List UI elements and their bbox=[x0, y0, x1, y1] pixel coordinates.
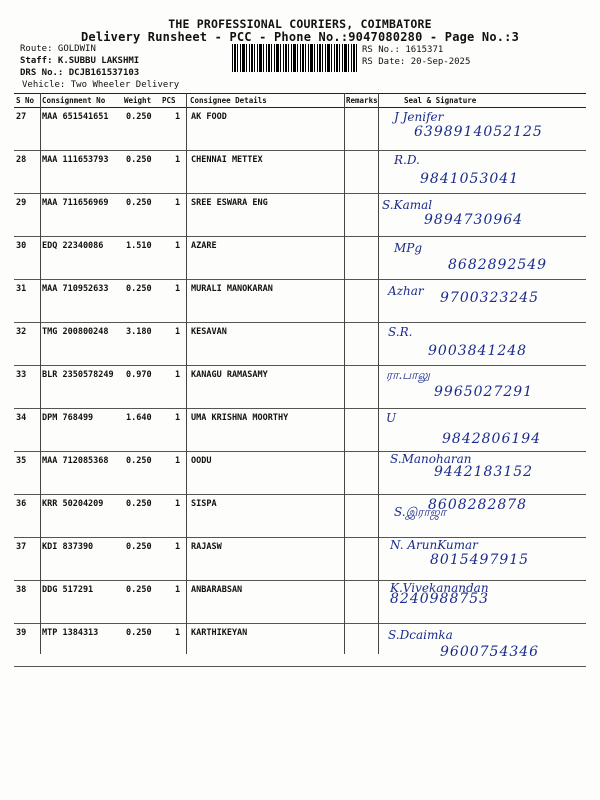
consignee-name: AK FOOD bbox=[191, 112, 227, 122]
pcs-value: 1 bbox=[175, 112, 181, 122]
consignee-name: SREE ESWARA ENG bbox=[191, 198, 268, 208]
pcs-value: 1 bbox=[175, 370, 181, 380]
serial-number: 33 bbox=[16, 370, 27, 380]
signature-phone: 9600754346 bbox=[440, 644, 540, 660]
table-row bbox=[14, 538, 586, 581]
serial-number: 34 bbox=[16, 413, 27, 423]
serial-number: 30 bbox=[16, 241, 27, 251]
table-row bbox=[14, 366, 586, 409]
col-remarks: Remarks bbox=[346, 96, 378, 105]
col-pcs: PCS bbox=[162, 96, 176, 105]
col-consignment: Consignment No bbox=[42, 96, 106, 105]
signature-name: R.D. bbox=[394, 153, 420, 167]
table-row bbox=[14, 280, 586, 323]
rs-number: RS No.: 1615371 bbox=[362, 45, 444, 55]
pcs-value: 1 bbox=[175, 413, 181, 423]
signature-name: K.Vivekanandan bbox=[390, 581, 489, 595]
pcs-value: 1 bbox=[175, 327, 181, 337]
serial-number: 37 bbox=[16, 542, 27, 552]
handwritten-signature bbox=[374, 237, 586, 279]
consignee-name: OODU bbox=[191, 456, 212, 466]
staff-label: Staff: K.SUBBU LAKSHMI bbox=[20, 56, 140, 66]
weight-value: 0.250 bbox=[126, 585, 152, 595]
handwritten-signature bbox=[374, 409, 586, 451]
handwritten-signature bbox=[374, 495, 586, 537]
handwritten-signature bbox=[374, 151, 586, 193]
consignment-number: MAA 710952633 bbox=[42, 284, 109, 294]
weight-value: 0.250 bbox=[126, 499, 152, 509]
table-row bbox=[14, 624, 586, 667]
consignee-name: KARTHIKEYAN bbox=[191, 628, 248, 638]
table-row bbox=[14, 495, 586, 538]
signature-name: S.இராஜா bbox=[394, 505, 447, 519]
barcode-image bbox=[232, 44, 358, 72]
serial-number: 38 bbox=[16, 585, 27, 595]
consignee-name: CHENNAI METTEX bbox=[191, 155, 263, 165]
weight-value: 0.250 bbox=[126, 542, 152, 552]
pcs-value: 1 bbox=[175, 456, 181, 466]
weight-value: 0.250 bbox=[126, 628, 152, 638]
consignment-number: MAA 712085368 bbox=[42, 456, 109, 466]
signature-phone: 9442183152 bbox=[434, 464, 534, 480]
consignee-name: KESAVAN bbox=[191, 327, 227, 337]
consignment-number: KDI 837390 bbox=[42, 542, 94, 552]
col-sno: S No bbox=[16, 96, 35, 105]
table-row bbox=[14, 323, 586, 366]
drs-number: DRS No.: DCJB161537103 bbox=[20, 68, 140, 78]
pcs-value: 1 bbox=[175, 628, 181, 638]
handwritten-signature bbox=[374, 452, 586, 494]
col-weight: Weight bbox=[124, 96, 152, 105]
table-header bbox=[14, 94, 586, 108]
consignment-number: MAA 711656969 bbox=[42, 198, 109, 208]
pcs-value: 1 bbox=[175, 585, 181, 595]
pcs-value: 1 bbox=[175, 155, 181, 165]
serial-number: 35 bbox=[16, 456, 27, 466]
consignment-number: MAA 111653793 bbox=[42, 155, 109, 165]
signature-name: J Jenifer bbox=[394, 110, 444, 124]
consignment-number: MTP 1384313 bbox=[42, 628, 99, 638]
route-label: Route: GOLDWIN bbox=[20, 44, 96, 54]
signature-phone: 8682892549 bbox=[448, 257, 548, 273]
weight-value: 0.250 bbox=[126, 112, 152, 122]
signature-name: S.Manoharan bbox=[390, 452, 472, 466]
weight-value: 1.510 bbox=[126, 241, 152, 251]
table-row bbox=[14, 194, 586, 237]
serial-number: 27 bbox=[16, 112, 27, 122]
weight-value: 0.970 bbox=[126, 370, 152, 380]
consignee-name: UMA KRISHNA MOORTHY bbox=[191, 413, 289, 423]
signature-name: S.Dcaimka bbox=[388, 628, 453, 642]
pcs-value: 1 bbox=[175, 284, 181, 294]
serial-number: 36 bbox=[16, 499, 27, 509]
consignment-number: DPM 768499 bbox=[42, 413, 94, 423]
consignee-name: SISPA bbox=[191, 499, 217, 509]
handwritten-signature bbox=[374, 108, 586, 150]
signature-name: U bbox=[386, 411, 397, 425]
serial-number: 29 bbox=[16, 198, 27, 208]
signature-phone: 9894730964 bbox=[424, 212, 524, 228]
consignment-number: TMG 200800248 bbox=[42, 327, 109, 337]
col-consignee: Consignee Details bbox=[190, 96, 267, 105]
table-row bbox=[14, 452, 586, 495]
signature-phone: 8240988753 bbox=[390, 591, 490, 607]
signature-phone: 8015497915 bbox=[430, 552, 530, 568]
signature-name: MPg bbox=[394, 241, 423, 255]
signature-name: S.Kamal bbox=[382, 198, 433, 212]
table-row bbox=[14, 237, 586, 280]
handwritten-signature bbox=[374, 323, 586, 365]
signature-phone: 6398914052125 bbox=[414, 124, 543, 140]
weight-value: 1.640 bbox=[126, 413, 152, 423]
handwritten-signature bbox=[374, 581, 586, 623]
serial-number: 39 bbox=[16, 628, 27, 638]
consignment-number: BLR 2350578249 bbox=[42, 370, 114, 380]
signature-name: N. ArunKumar bbox=[390, 538, 478, 552]
pcs-value: 1 bbox=[175, 198, 181, 208]
runsheet-title: THE PROFESSIONAL COURIERS, COIMBATORE bbox=[168, 17, 432, 31]
column-divider bbox=[186, 93, 187, 654]
consignment-number: DDG 517291 bbox=[42, 585, 94, 595]
table-row bbox=[14, 409, 586, 452]
table-row bbox=[14, 581, 586, 624]
handwritten-signature bbox=[374, 194, 586, 236]
table-row bbox=[14, 151, 586, 194]
consignee-name: RAJASW bbox=[191, 542, 222, 552]
pcs-value: 1 bbox=[175, 499, 181, 509]
runsheet-table bbox=[14, 93, 586, 667]
signature-name: S.R. bbox=[388, 325, 413, 339]
handwritten-signature bbox=[374, 624, 586, 666]
consignment-number: KRR 50204209 bbox=[42, 499, 104, 509]
handwritten-signature bbox=[374, 366, 586, 408]
consignee-name: KANAGU RAMASAMY bbox=[191, 370, 268, 380]
consignee-name: ANBARABSAN bbox=[191, 585, 243, 595]
handwritten-signature bbox=[374, 538, 586, 580]
signature-phone: 8608282878 bbox=[428, 497, 528, 513]
runsheet-subtitle: Delivery Runsheet - PCC - Phone No.:9047080280 - Page No.:3 bbox=[80, 30, 520, 44]
column-divider bbox=[40, 93, 41, 654]
weight-value: 0.250 bbox=[126, 284, 152, 294]
signature-phone: 9841053041 bbox=[420, 171, 520, 187]
col-seal-signature: Seal & Signature bbox=[404, 96, 477, 105]
consignment-number: EDQ 22340086 bbox=[42, 241, 104, 251]
signature-phone: 9842806194 bbox=[442, 431, 542, 447]
rs-date: RS Date: 20-Sep-2025 bbox=[362, 57, 471, 67]
table-row bbox=[14, 108, 586, 151]
serial-number: 28 bbox=[16, 155, 27, 165]
handwritten-signature bbox=[374, 280, 586, 322]
vehicle-label: Vehicle: Two Wheeler Delivery bbox=[22, 80, 180, 90]
signature-phone: 9965027291 bbox=[434, 384, 534, 400]
weight-value: 3.180 bbox=[126, 327, 152, 337]
serial-number: 31 bbox=[16, 284, 27, 294]
signature-name: Azhar bbox=[388, 284, 424, 298]
signature-phone: 9700323245 bbox=[440, 290, 540, 306]
weight-value: 0.250 bbox=[126, 155, 152, 165]
column-divider bbox=[344, 93, 345, 654]
consignment-number: MAA 651541651 bbox=[42, 112, 109, 122]
pcs-value: 1 bbox=[175, 542, 181, 552]
consignee-name: MURALI MANOKARAN bbox=[191, 284, 273, 294]
serial-number: 32 bbox=[16, 327, 27, 337]
signature-phone: 9003841248 bbox=[428, 343, 528, 359]
column-divider bbox=[378, 93, 379, 654]
weight-value: 0.250 bbox=[126, 198, 152, 208]
signature-name: ரா.பாலு bbox=[386, 368, 430, 382]
consignee-name: AZARE bbox=[191, 241, 217, 251]
pcs-value: 1 bbox=[175, 241, 181, 251]
weight-value: 0.250 bbox=[126, 456, 152, 466]
